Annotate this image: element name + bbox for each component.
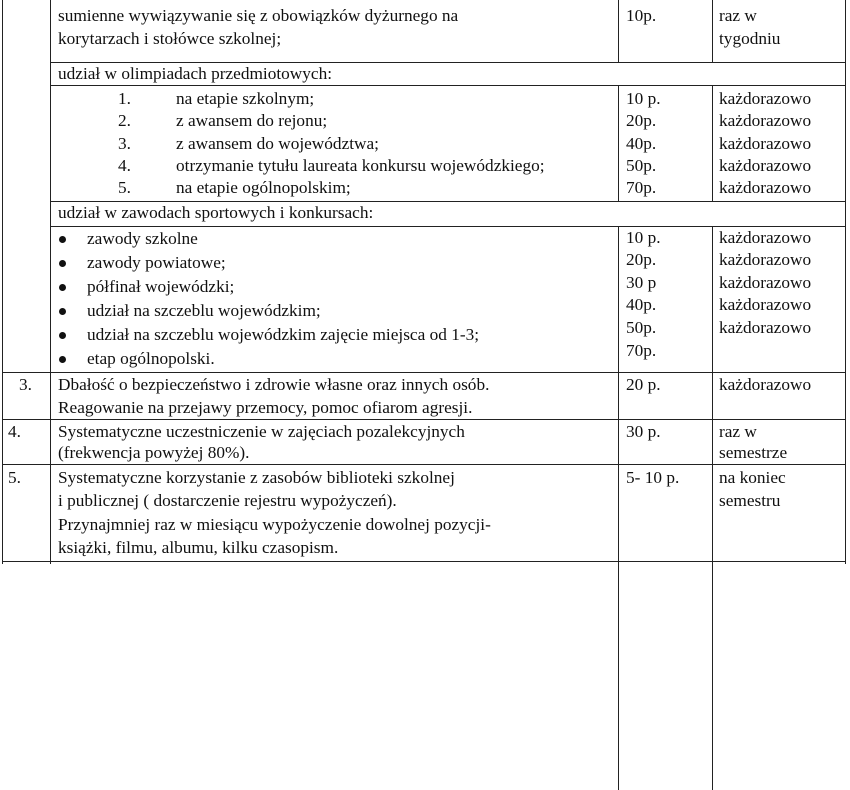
sport-item-frequency: każdorazowo [719,318,812,337]
sport-item-points: 70p. [626,341,657,360]
olympiad-item-frequency: każdorazowo [719,156,812,175]
olympiad-item-frequency: każdorazowo [719,178,812,197]
olympiad-item-number: 1. [118,89,131,108]
bullet-icon [59,284,66,291]
safety-text-line: Reagowanie na przejawy przemocy, pomoc ofiarom agresji. [58,398,473,417]
library-frequency-line: semestru [719,491,781,510]
row-divider [50,62,846,63]
olympiad-item-number: 4. [118,156,131,175]
library-points: 5- 10 p. [626,468,680,487]
row-number: 3. [19,375,32,394]
duty-text-line: korytarzach i stołówce szkolnej; [58,29,282,48]
sport-item-points: 40p. [626,295,657,314]
olympiad-item-number: 5. [118,178,131,197]
safety-text-line: Dbałość o bezpieczeństwo i zdrowie własne oraz innych osób. [58,375,490,394]
olympiad-item-text: otrzymanie tytułu laureata konkursu wojewódzkiego; [176,156,545,175]
column-divider-2 [618,0,619,62]
sport-item-points: 30 p [626,273,657,292]
sport-item-text: etap ogólnopolski. [87,349,215,368]
row-divider [50,226,846,227]
bullet-icon [59,332,66,339]
sport-item-text: udział na szczeblu wojewódzkim; [87,301,321,320]
library-text-line: Systematyczne korzystanie z zasobów biblioteki szkolnej [58,468,455,487]
sport-item-frequency: każdorazowo [719,228,812,247]
row-divider [2,372,846,373]
row-number: 5. [8,468,21,487]
olympiad-item-number: 3. [118,134,131,153]
olympiad-item-points: 40p. [626,134,657,153]
olympiad-item-points: 10 p. [626,89,661,108]
duty-points: 10p. [626,6,657,25]
bullet-icon [59,236,66,243]
row-divider [2,464,846,465]
extracurricular-points: 30 p. [626,422,661,441]
sport-item-frequency: każdorazowo [719,295,812,314]
safety-frequency: każdorazowo [719,375,812,394]
row-divider [2,561,846,562]
extracurricular-frequency-line: raz w [719,422,757,441]
duty-frequency-line: raz w [719,6,757,25]
row-divider [50,85,846,86]
library-text-line: Przynajmniej raz w miesiącu wypożyczenie dowolnej pozycji- [58,515,491,534]
safety-points: 20 p. [626,375,661,394]
sports-heading: udział w zawodach sportowych i konkursach: [58,203,374,222]
olympiads-heading: udział w olimpiadach przedmiotowych: [58,64,333,83]
sport-item-text: udział na szczeblu wojewódzkim zajęcie miejsca od 1-3; [87,325,480,344]
duty-text-line: sumienne wywiązywanie się z obowiązków dyżurnego na [58,6,459,25]
sport-item-frequency: każdorazowo [719,273,812,292]
extracurricular-text-line: Systematyczne uczestniczenie w zajęciach pozalekcyjnych [58,422,465,441]
library-text-line: i publicznej ( dostarczenie rejestru wypożyczeń). [58,491,397,510]
bullet-icon [59,260,66,267]
olympiad-item-points: 20p. [626,111,657,130]
column-divider-2 [618,226,619,790]
sport-item-points: 20p. [626,250,657,269]
olympiad-item-text: z awansem do rejonu; [176,111,328,130]
row-divider [50,201,846,202]
sport-item-text: półfinał wojewódzki; [87,277,235,296]
olympiad-item-frequency: każdorazowo [719,111,812,130]
sport-item-text: zawody powiatowe; [87,253,226,272]
extracurricular-text-line: (frekwencja powyżej 80%). [58,443,250,462]
extracurricular-frequency-line: semestrze [719,443,788,462]
column-divider-3 [712,0,713,62]
olympiad-item-text: na etapie ogólnopolskim; [176,178,351,197]
row-divider [2,419,846,420]
column-divider-3 [712,226,713,790]
library-frequency-line: na koniec [719,468,786,487]
olympiad-item-points: 70p. [626,178,657,197]
sport-item-points: 50p. [626,318,657,337]
bullet-icon [59,356,66,363]
row-number: 4. [8,422,21,441]
table-border-left [2,0,3,564]
olympiad-item-frequency: każdorazowo [719,134,812,153]
olympiad-item-points: 50p. [626,156,657,175]
sport-item-text: zawody szkolne [87,229,198,248]
olympiad-item-frequency: każdorazowo [719,89,812,108]
bullet-icon [59,308,66,315]
column-divider-2 [618,85,619,201]
olympiad-item-number: 2. [118,111,131,130]
sport-item-points: 10 p. [626,228,661,247]
olympiad-item-text: z awansem do województwa; [176,134,379,153]
olympiad-item-text: na etapie szkolnym; [176,89,315,108]
library-text-line: książki, filmu, albumu, kilku czasopism. [58,538,339,557]
duty-frequency-line: tygodniu [719,29,781,48]
sport-item-frequency: każdorazowo [719,250,812,269]
column-divider-3 [712,85,713,201]
